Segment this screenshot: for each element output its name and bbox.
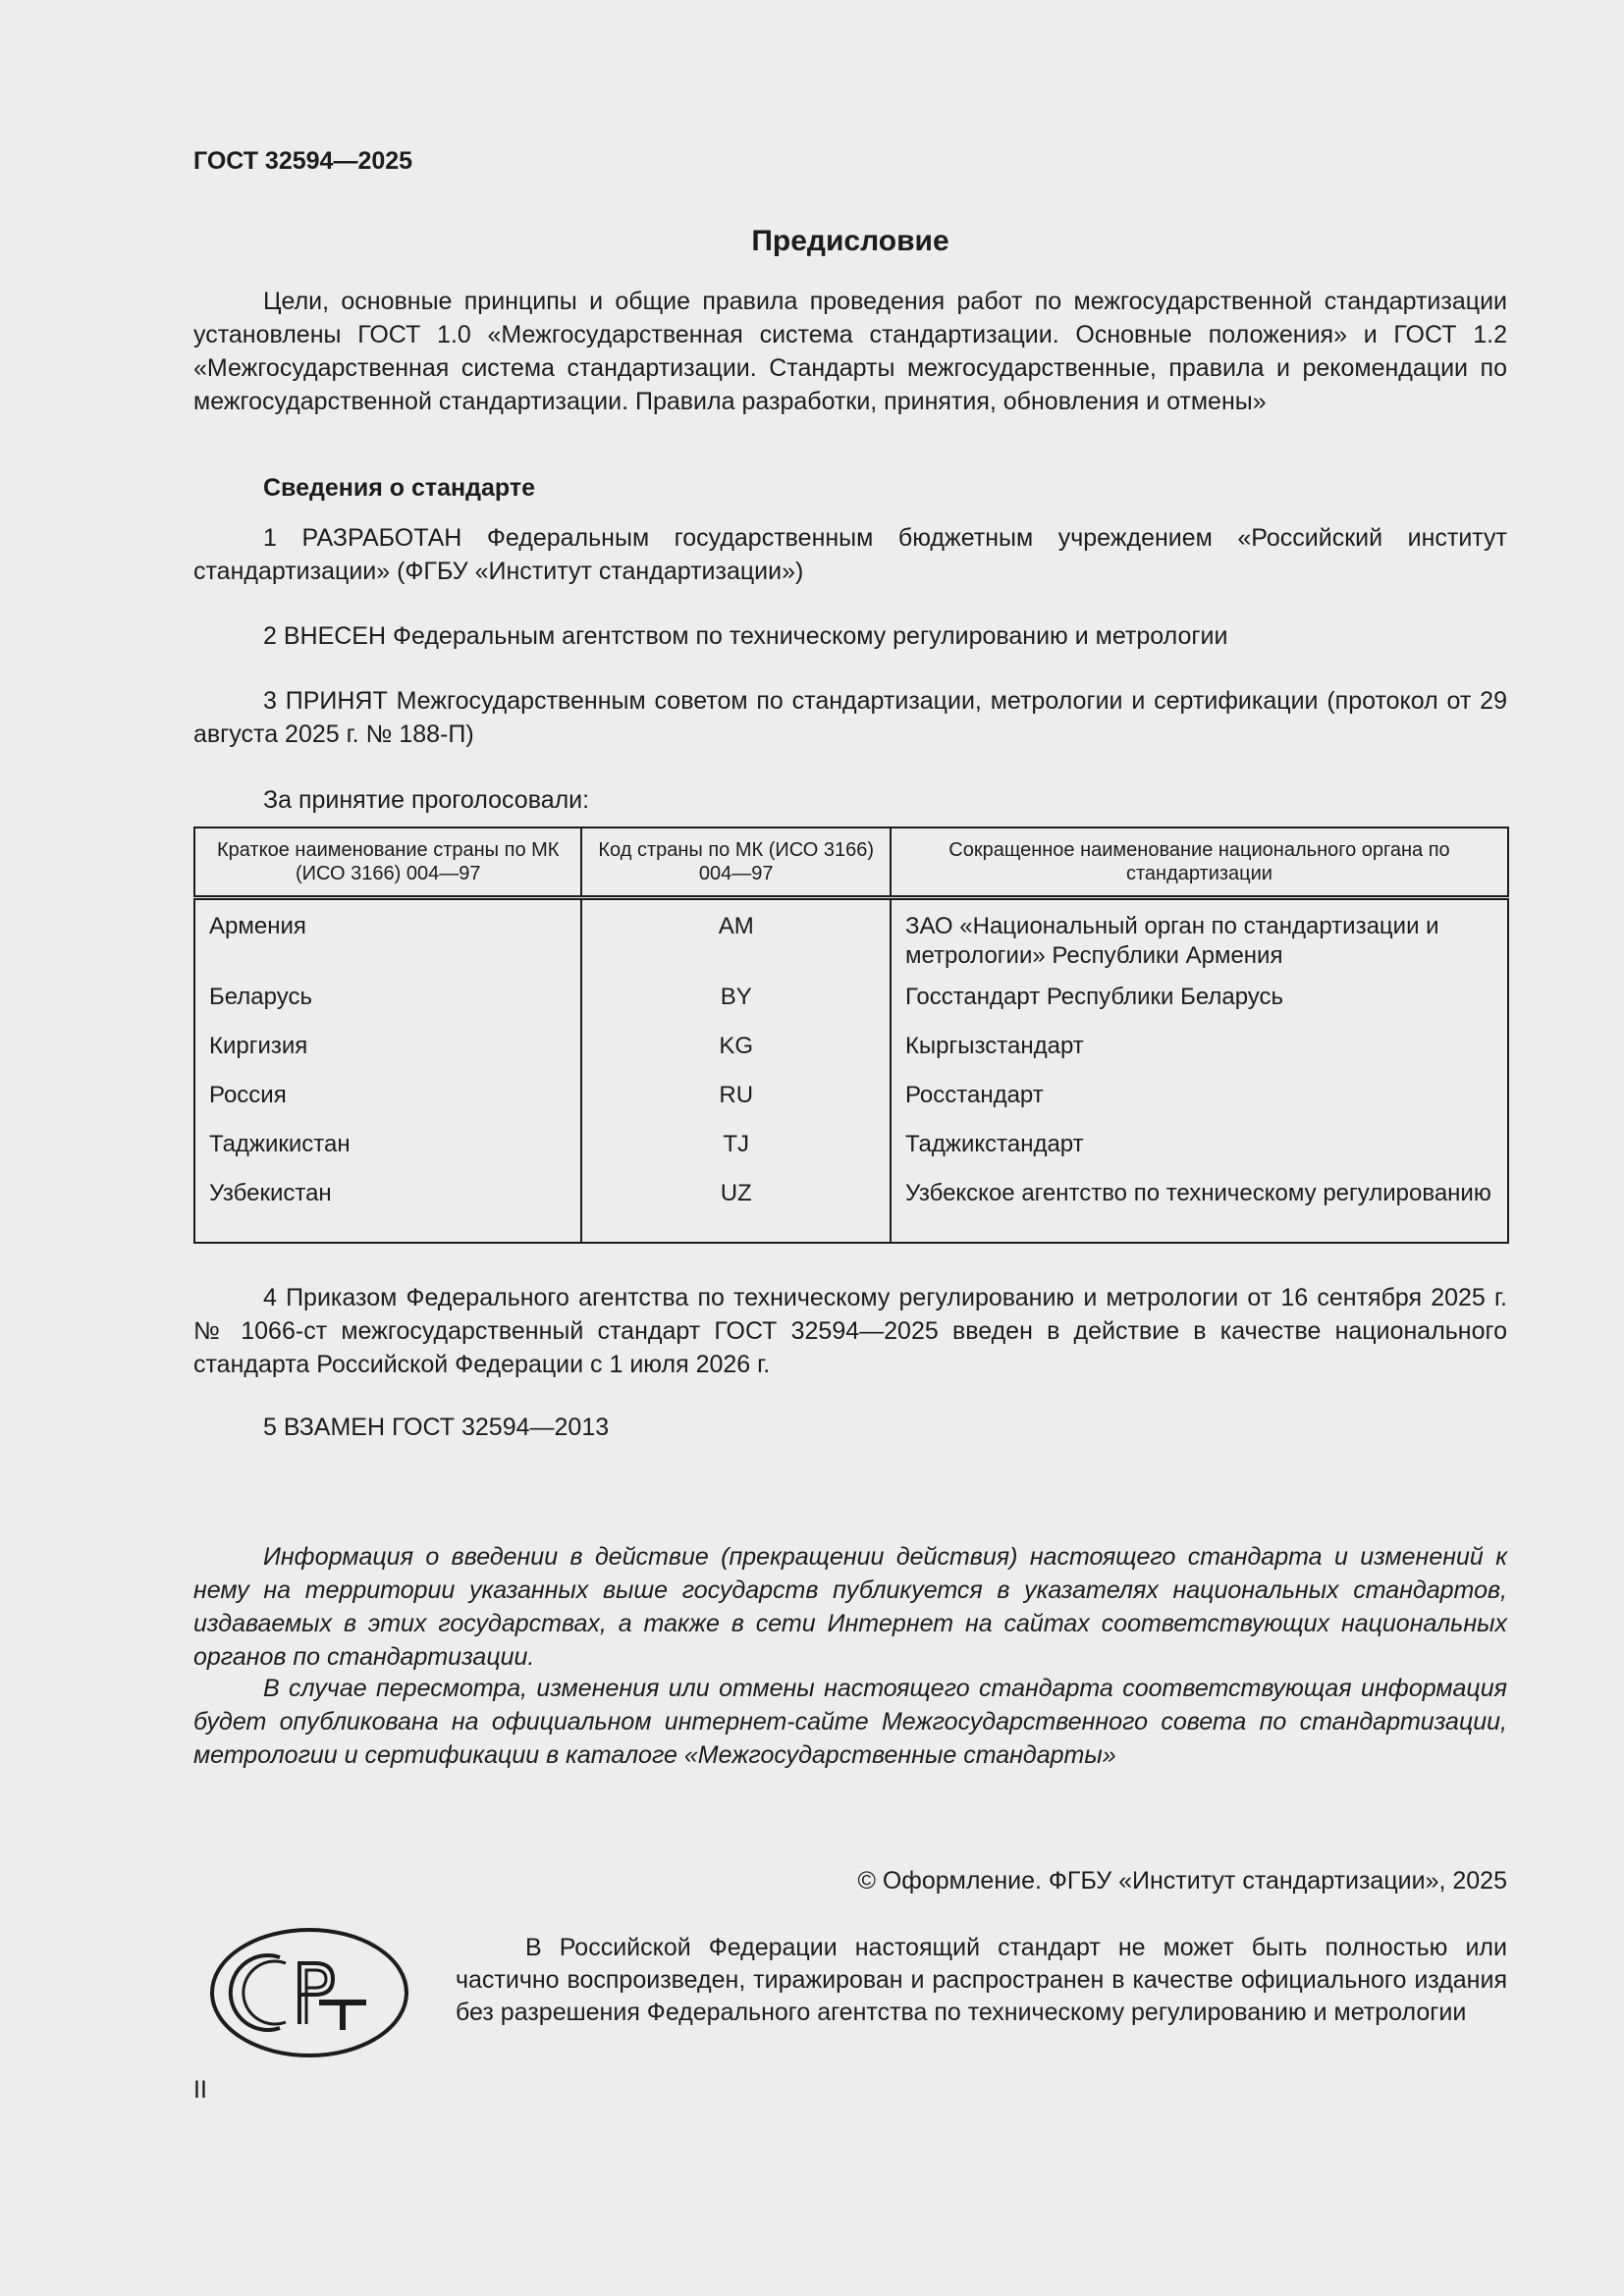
header-code: Код страны по МК (ИСО 3166) 004—97 bbox=[581, 828, 890, 898]
cell-country: Узбекистан bbox=[194, 1175, 581, 1243]
info-item-4: 4 Приказом Федерального агентства по техническому регулированию и метрологии от 16 сентября 2025 г. № 1066-ст межгосударственный стандарт ГОСТ 32594—2025 введен в действие в качестве национального стандарта Российской Федерации с 1 июля 2026 г. bbox=[193, 1284, 1507, 1378]
table-row bbox=[194, 979, 1508, 1028]
table-row bbox=[194, 1077, 1508, 1126]
cell-code: TJ bbox=[581, 1126, 890, 1175]
cell-country: Таджикистан bbox=[194, 1126, 581, 1175]
cell-body: Таджикстандарт bbox=[891, 1126, 1508, 1175]
header-body: Сокращенное наименование национального органа по стандартизации bbox=[891, 828, 1508, 898]
cell-code: RU bbox=[581, 1077, 890, 1126]
info-heading: Сведения о стандарте bbox=[263, 474, 536, 502]
info-item-2: 2 ВНЕСЕН Федеральным агентством по техническому регулированию и метрологии bbox=[263, 622, 1228, 650]
cell-body: ЗАО «Национальный орган по стандартизации и метрологии» Республики Армения bbox=[891, 898, 1508, 980]
cell-code: KG bbox=[581, 1028, 890, 1077]
cell-country: Россия bbox=[194, 1077, 581, 1126]
cell-body: Узбекское агентство по техническому регулированию bbox=[891, 1175, 1508, 1243]
info-item-5: 5 ВЗАМЕН ГОСТ 32594—2013 bbox=[263, 1414, 610, 1441]
gost-r-emblem-icon bbox=[209, 1924, 409, 2061]
votes-table bbox=[193, 827, 1509, 1244]
cell-code: UZ bbox=[581, 1175, 890, 1243]
notice-paragraph-1: Информация о введении в действие (прекращении действия) настоящего стандарта и изменений к нему на территории указанных выше государств публикуется в указателях национальных стандартов, издаваемых в этих государствах, а также в сети Интернет на сайтах соответствующих национальных органов по стандартизации. bbox=[193, 1543, 1507, 1671]
cell-body: Госстандарт Республики Беларусь bbox=[891, 979, 1508, 1028]
voted-label: За принятие проголосовали: bbox=[263, 786, 590, 814]
info-item-1: 1 РАЗРАБОТАН Федеральным государственным бюджетным учреждением «Российский институт стандартизации» (ФГБУ «Институт стандартизации») bbox=[193, 524, 1507, 585]
table-row bbox=[194, 1175, 1508, 1243]
cell-country: Беларусь bbox=[194, 979, 581, 1028]
header-country: Краткое наименование страны по МК (ИСО 3166) 004—97 bbox=[194, 828, 581, 898]
cell-country: Киргизия bbox=[194, 1028, 581, 1077]
rights-notice: В Российской Федерации настоящий стандарт не может быть полностью или частично воспроизведен, тиражирован и распространен в качестве официального издания без разрешения Федерального агентства по техническому регулированию и метрологии bbox=[456, 1934, 1507, 2026]
info-item-3: 3 ПРИНЯТ Межгосударственным советом по стандартизации, метрологии и сертификации (протокол от 29 августа 2025 г. № 188-П) bbox=[193, 687, 1507, 748]
cell-code: BY bbox=[581, 979, 890, 1028]
cell-country: Армения bbox=[194, 898, 581, 980]
page-number: II bbox=[193, 2076, 207, 2104]
table-row bbox=[194, 898, 1508, 980]
notice-paragraph-2: В случае пересмотра, изменения или отмены настоящего стандарта соответствующая информация будет опубликована на официальном интернет-сайте Межгосударственного совета по стандартизации, метрологии и сертификации в каталоге «Межгосударственные стандарты» bbox=[193, 1675, 1507, 1769]
cell-body: Росстандарт bbox=[891, 1077, 1508, 1126]
table-header-row bbox=[194, 828, 1508, 898]
cell-code: AM bbox=[581, 898, 890, 980]
table-row bbox=[194, 1028, 1508, 1077]
document-code: ГОСТ 32594—2025 bbox=[193, 147, 413, 175]
page-title: Предисловие bbox=[751, 225, 949, 257]
table-row bbox=[194, 1126, 1508, 1175]
intro-paragraph: Цели, основные принципы и общие правила проведения работ по межгосударственной стандартизации установлены ГОСТ 1.0 «Межгосударственная система стандартизации. Основные положения» и ГОСТ 1.2 «Межгосударственная система стандартизации. Стандарты межгосударственные, правила и рекомендации по межгосударственной стандартизации. Правила разработки, принятия, обновления и отмены» bbox=[193, 288, 1507, 415]
cell-body: Кыргызстандарт bbox=[891, 1028, 1508, 1077]
copyright-notice: © Оформление. ФГБУ «Институт стандартизации», 2025 bbox=[857, 1867, 1507, 1895]
